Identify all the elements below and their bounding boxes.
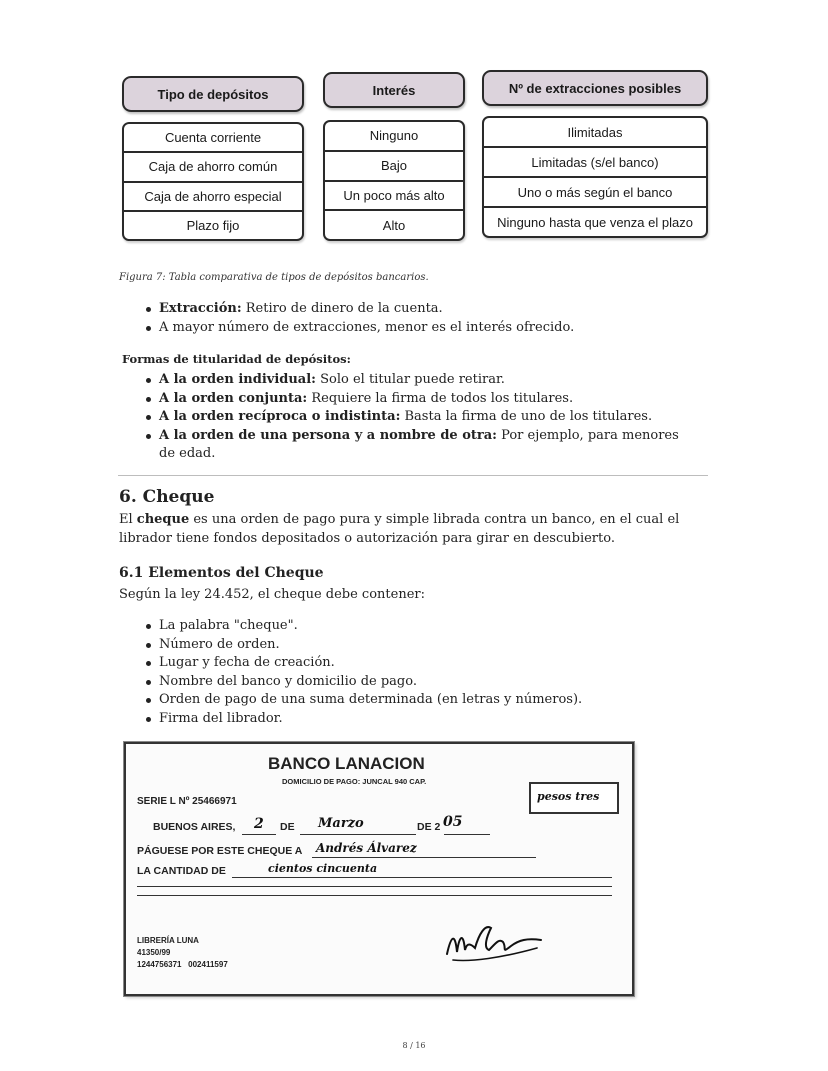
table-cell: Ninguno [325,122,463,152]
day-line [242,834,276,835]
month-value: Marzo [318,816,364,831]
list-item: Lugar y fecha de creación. [119,654,709,673]
year-line [444,834,490,835]
section-divider [118,475,708,476]
amount-line-3 [137,895,612,896]
list-item: Firma del librador. [119,710,709,729]
list-item: Número de orden. [119,636,709,655]
payee-value: Andrés Álvarez [316,841,417,855]
figure-caption: Figura 7: Tabla comparativa de tipos de depósitos bancarios. [119,272,429,283]
table-cell: Caja de ahorro común [124,153,302,182]
header-extracciones: Nº de extracciones posibles [482,70,708,106]
list-item: Orden de pago de una suma determinada (en letras y números). [119,691,709,710]
cheque-elements-list [119,617,709,728]
bank-address: DOMICILIO DE PAGO: JUNCAL 940 CAP. [282,777,427,786]
table-cell: Uno o más según el banco [484,178,706,208]
table-cell: Ilimitadas [484,118,706,148]
column-tipo [122,122,304,241]
deposit-types-figure [112,62,712,250]
table-cell: Ninguno hasta que venza el plazo [497,214,693,230]
amount-line-1 [232,877,612,878]
table-cell: Un poco más alto [325,182,463,212]
table-cell: Cuenta corriente [124,124,302,153]
holder-name: LIBRERÍA LUNA [137,936,199,945]
de-label-2: DE 2 [417,821,441,833]
amount-box [529,782,619,814]
month-line [300,834,416,835]
list-item: La palabra "cheque". [119,617,709,636]
list-item: A mayor número de extracciones, menor es el interés ofrecido. [119,319,709,338]
list-item: A la orden recíproca o indistinta: Basta la firma de uno de los titulares. [119,408,679,427]
column-interes [323,120,465,241]
table-cell: Bajo [325,152,463,182]
column-extracciones [482,116,708,238]
city-label: BUENOS AIRES, [153,821,236,833]
table-cell: Alto [382,217,406,233]
section-title: 6. Cheque [119,487,215,507]
paguese-label: PÁGUESE POR ESTE CHEQUE A [137,845,303,857]
table-cell: Plazo fijo [186,217,240,233]
serial-number: SERIE L Nº 25466971 [137,796,237,807]
subsection-intro: Según la ley 24.452, el cheque debe contener: [119,587,425,602]
account-number: 41350/99 [137,948,171,957]
payee-line [312,857,536,858]
list-item: A la orden de una persona y a nombre de otra: Por ejemplo, para menores de edad. [119,427,679,464]
list-item: Extracción: Retiro de dinero de la cuenta. [119,300,709,319]
header-interes: Interés [323,72,465,108]
titularidad-list [119,371,679,464]
amount-words-value: cientos cincuenta [268,862,378,875]
cantidad-label: LA CANTIDAD DE [137,865,226,877]
amount-line-2 [137,886,612,887]
titularidad-heading: Formas de titularidad de depósitos: [122,352,351,366]
amount-box-text: pesos tres [537,790,600,803]
year-value: 05 [443,814,463,830]
header-tipo-depositos: Tipo de depósitos [122,76,304,112]
list-item: Nombre del banco y domicilio de pago. [119,673,709,692]
bank-name: BANCO LANACION [268,754,425,773]
page-number: 8 / 16 [402,1041,426,1050]
cheque-codes: 1244756371 002411597 [137,960,228,969]
list-item: A la orden individual: Solo el titular puede retirar. [119,371,679,390]
table-cell: Limitadas (s/el banco) [484,148,706,178]
de-label-1: DE [280,821,295,833]
day-value: 2 [254,816,264,832]
extraction-list [119,300,709,337]
cheque-image [124,742,634,996]
subsection-title: 6.1 Elementos del Cheque [119,565,324,581]
table-cell: Caja de ahorro especial [124,183,302,212]
cheque-definition: El cheque es una orden de pago pura y simple librada contra un banco, en el cual el librador tiene fondos depositados o autorización para girar en descubierto. [119,512,680,546]
list-item: A la orden conjunta: Requiere la firma de todos los titulares. [119,390,679,409]
signature [441,914,551,974]
